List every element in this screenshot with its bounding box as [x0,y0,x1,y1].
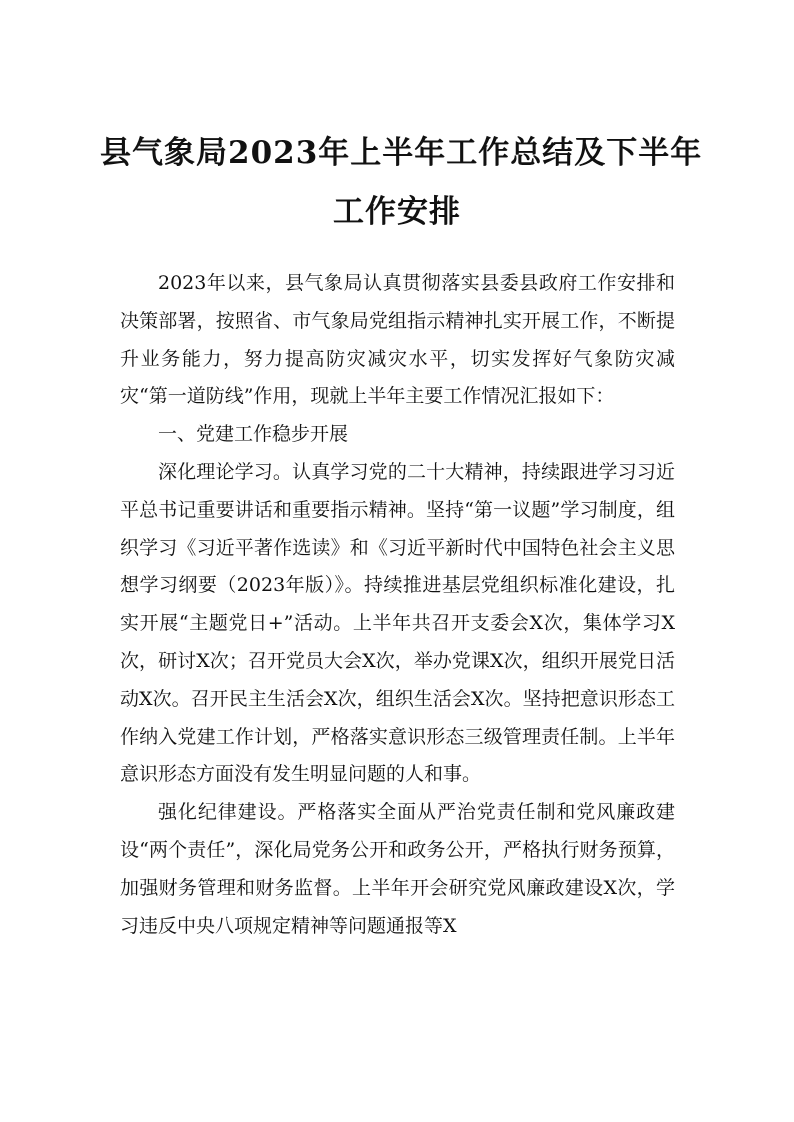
paragraph-theory-study: 深化理论学习。认真学习党的二十大精神，持续跟进学习习近平总书记重要讲话和重要指示精神。坚持“第一议题”学习制度，组织学习《习近平著作选读》和《习近平新时代中国特色社会主义思想学习纲要（2023年版）》。持续推进基层党组织标准化建设，扎实开展“主题党日+”活动。上半年共召开支委会X次，集体学习X次，研讨X次；召开党员大会X次，举办党课X次，组织开展党日活动X次。召开民主生活会X次，组织生活会X次。坚持把意识形态工作纳入党建工作计划，严格落实意识形态三级管理责任制。上半年意识形态方面没有发生明显问题的人和事。 [120,460,675,786]
document-body [120,265,675,945]
paragraph-discipline: 强化纪律建设。严格落实全面从严治党责任制和党风廉政建设“两个责任”，深化局党务公开和政务公开，严格执行财务预算，加强财务管理和财务监督。上半年开会研究党风廉政建设X次，学习违反中央八项规定精神等问题通报等X [120,801,675,937]
document-title-line-1: 县气象局2023年上半年工作总结及下半年 [100,135,703,171]
document-title-line-2: 工作安排 [333,194,461,230]
section-heading-party-building: 一、党建工作稳步开展 [158,423,349,446]
intro-paragraph: 2023年以来，县气象局认真贯彻落实县委县政府工作安排和决策部署，按照省、市气象局党组指示精神扎实开展工作，不断提升业务能力，努力提高防灾减灾水平，切实发挥好气象防灾减灾“第一道防线”作用，现就上半年主要工作情况汇报如下： [120,272,675,408]
